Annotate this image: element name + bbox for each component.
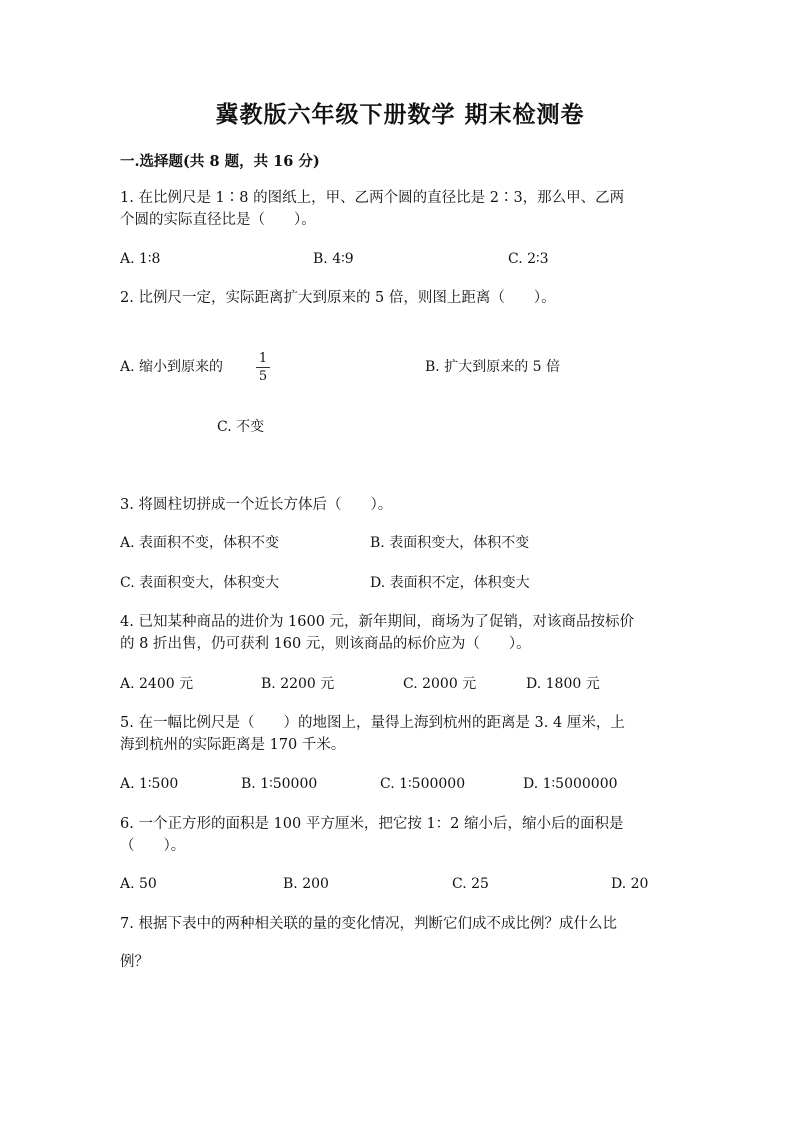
section-heading: 一.选择题(共 8 题，共 16 分): [120, 153, 320, 170]
option-c: C. 表面积变大，体积变大: [120, 575, 280, 591]
option-c: C. 2000 元: [403, 676, 477, 692]
page-title: 冀教版六年级下册数学 期末检测卷: [215, 101, 585, 128]
option-a: A. 表面积不变，体积不变: [120, 535, 280, 551]
question-text: 例？: [120, 954, 149, 970]
question-text: 的 8 折出售，仍可获利 160 元，则该商品的标价应为（ ）。: [120, 636, 531, 652]
question-text: 1. 在比例尺是 1∶8 的图纸上，甲、乙两个圆的直径比是 2∶3，那么甲、乙两: [120, 190, 625, 206]
option-d: D. 表面积不定，体积变大: [370, 575, 530, 591]
question-text: 2. 比例尺一定，实际距离扩大到原来的 5 倍，则图上距离（ ）。: [120, 290, 556, 306]
option-c: C. 1∶500000: [380, 776, 466, 792]
option-d: D. 1∶5000000: [523, 776, 618, 792]
option-a: A. 1∶8: [120, 251, 161, 267]
question-text: 7. 根据下表中的两种相关联的量的变化情况，判断它们成不成比例？成什么比: [120, 916, 617, 932]
option-a: A. 缩小到原来的: [120, 359, 224, 375]
fraction-bar: [256, 367, 270, 368]
question-text: 海到杭州的实际距离是 170 千米。: [120, 737, 346, 753]
option-b: B. 4∶9: [313, 251, 354, 267]
option-b: B. 扩大到原来的 5 倍: [425, 359, 560, 375]
option-b: B. 表面积变大，体积不变: [370, 535, 530, 551]
option-b: B. 2200 元: [261, 676, 335, 692]
option-b: B. 1∶50000: [241, 776, 318, 792]
option-a: A. 50: [120, 876, 157, 892]
option-a: A. 1∶500: [120, 776, 179, 792]
option-c: C. 2∶3: [508, 251, 549, 267]
option-d: D. 1800 元: [526, 676, 600, 692]
fraction-one-fifth: [256, 351, 270, 384]
fraction-numerator: 1: [258, 351, 268, 366]
option-a: A. 2400 元: [120, 676, 194, 692]
option-d: D. 20: [611, 876, 649, 892]
option-b: B. 200: [283, 876, 329, 892]
question-text: 6. 一个正方形的面积是 100 平方厘米，把它按 1：2 缩小后，缩小后的面积是: [120, 816, 624, 832]
option-c: C. 不变: [217, 419, 265, 435]
question-text: （ ）。: [120, 838, 186, 854]
question-text: 个圆的实际直径比是（ ）。: [120, 212, 316, 228]
question-text: 3. 将圆柱切拼成一个近长方体后（ ）。: [120, 497, 393, 513]
question-text: 5. 在一幅比例尺是（ ）的地图上，量得上海到杭州的距离是 3. 4 厘米，上: [120, 715, 625, 731]
question-text: 4. 已知某种商品的进价为 1600 元，新年期间，商场为了促销，对该商品按标价: [120, 614, 635, 630]
fraction-denominator: 5: [258, 369, 268, 384]
option-c: C. 25: [452, 876, 489, 892]
